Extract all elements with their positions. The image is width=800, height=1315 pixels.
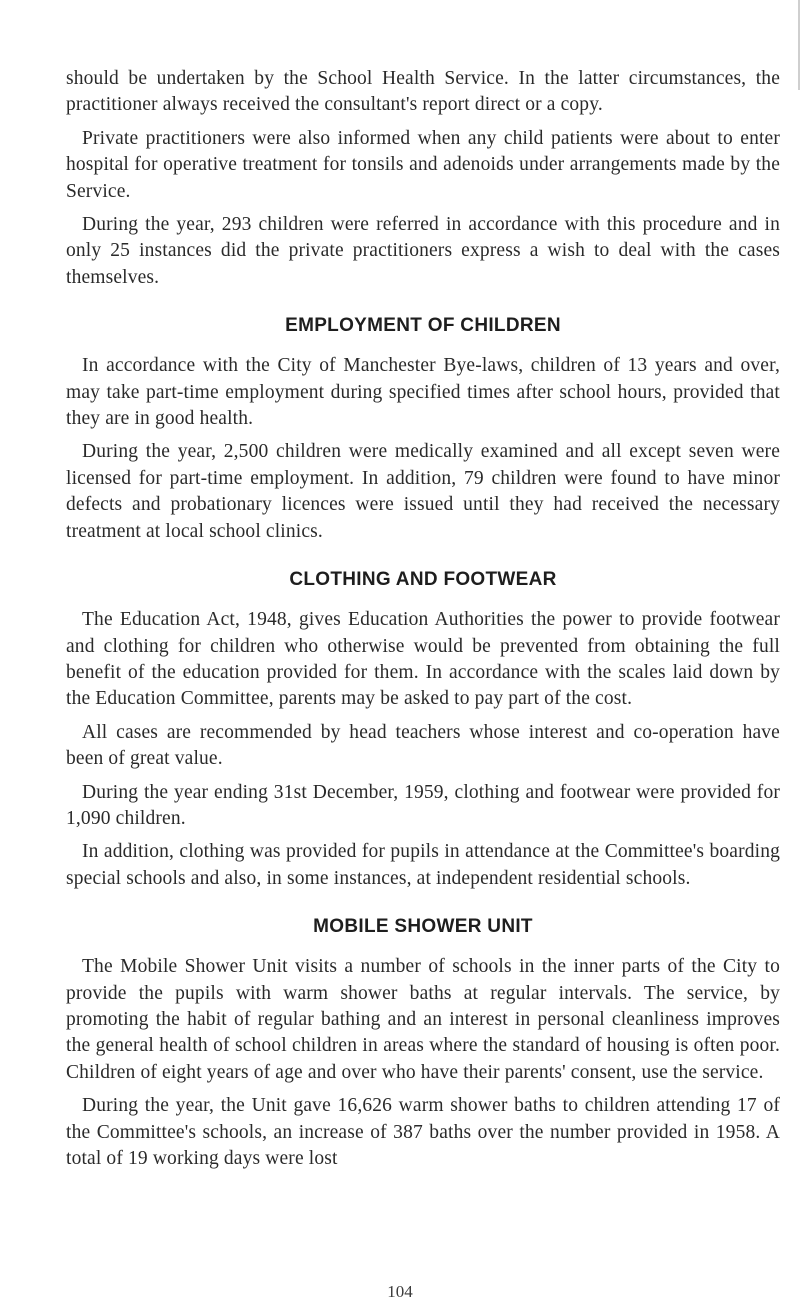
section-heading: MOBILE SHOWER UNIT: [313, 916, 533, 938]
paragraph: All cases are recommended by head teachers whose interest and co-operation have been of great value.: [66, 721, 780, 770]
section-clothing-and-footwear: [66, 569, 780, 892]
paragraph: In accordance with the City of Manchester Bye-laws, children of 13 years and over, may take part-time employment during specified times after school hours, provided that they are in good health.: [66, 355, 780, 430]
paragraph: should be undertaken by the School Health Service. In the latter circumstances, the practitioner always received the consultant's report direct or a copy.: [66, 68, 780, 116]
paragraph: During the year, 293 children were referred in accordance with this procedure and in only 25 instances did the private practitioners express a wish to deal with the cases themselves.: [66, 214, 780, 288]
page-number: 104: [387, 1282, 413, 1301]
paragraph: The Mobile Shower Unit visits a number of schools in the inner parts of the City to provide the pupils with warm shower baths at regular intervals. The service, by promoting the habit of regular bathing and an interest in personal cleanliness improves the general health of school children in areas where the standard of housing is often poor. Children of eight years of age and over who have their parents' consent, use the service.: [66, 956, 780, 1083]
paragraph: During the year, 2,500 children were medically examined and all except seven were licensed for part-time employment. In addition, 79 children were found to have minor defects and probationary licences were issued until they had received the necessary treatment at local school clinics.: [66, 441, 780, 542]
intro-section: [66, 66, 780, 291]
document-page: [66, 66, 780, 1179]
section-mobile-shower-unit: [66, 916, 780, 1172]
paragraph: During the year, the Unit gave 16,626 warm shower baths to children attending 17 of the Committee's schools, an increase of 387 baths over the number provided in 1958. A total of 19 working days were lost: [66, 1095, 780, 1169]
paragraph: In addition, clothing was provided for pupils in attendance at the Committee's boarding special schools and also, in some instances, at independent residential schools.: [66, 841, 780, 889]
section-heading: EMPLOYMENT OF CHILDREN: [285, 315, 561, 337]
paragraph: During the year ending 31st December, 1959, clothing and footwear were provided for 1,090 children.: [66, 781, 780, 829]
section-employment-of-children: [66, 315, 780, 545]
paragraph: Private practitioners were also informed when any child patients were about to enter hospital for operative treatment for tonsils and adenoids under arrangements made by the Service.: [66, 127, 780, 202]
section-heading: CLOTHING AND FOOTWEAR: [289, 569, 557, 591]
paragraph: The Education Act, 1948, gives Education Authorities the power to provide footwear and clothing for children who otherwise would be prevented from obtaining the full benefit of the education provided for them. In accordance with the scales laid down by the Education Committee, parents may be asked to pay part of the cost.: [66, 609, 780, 710]
